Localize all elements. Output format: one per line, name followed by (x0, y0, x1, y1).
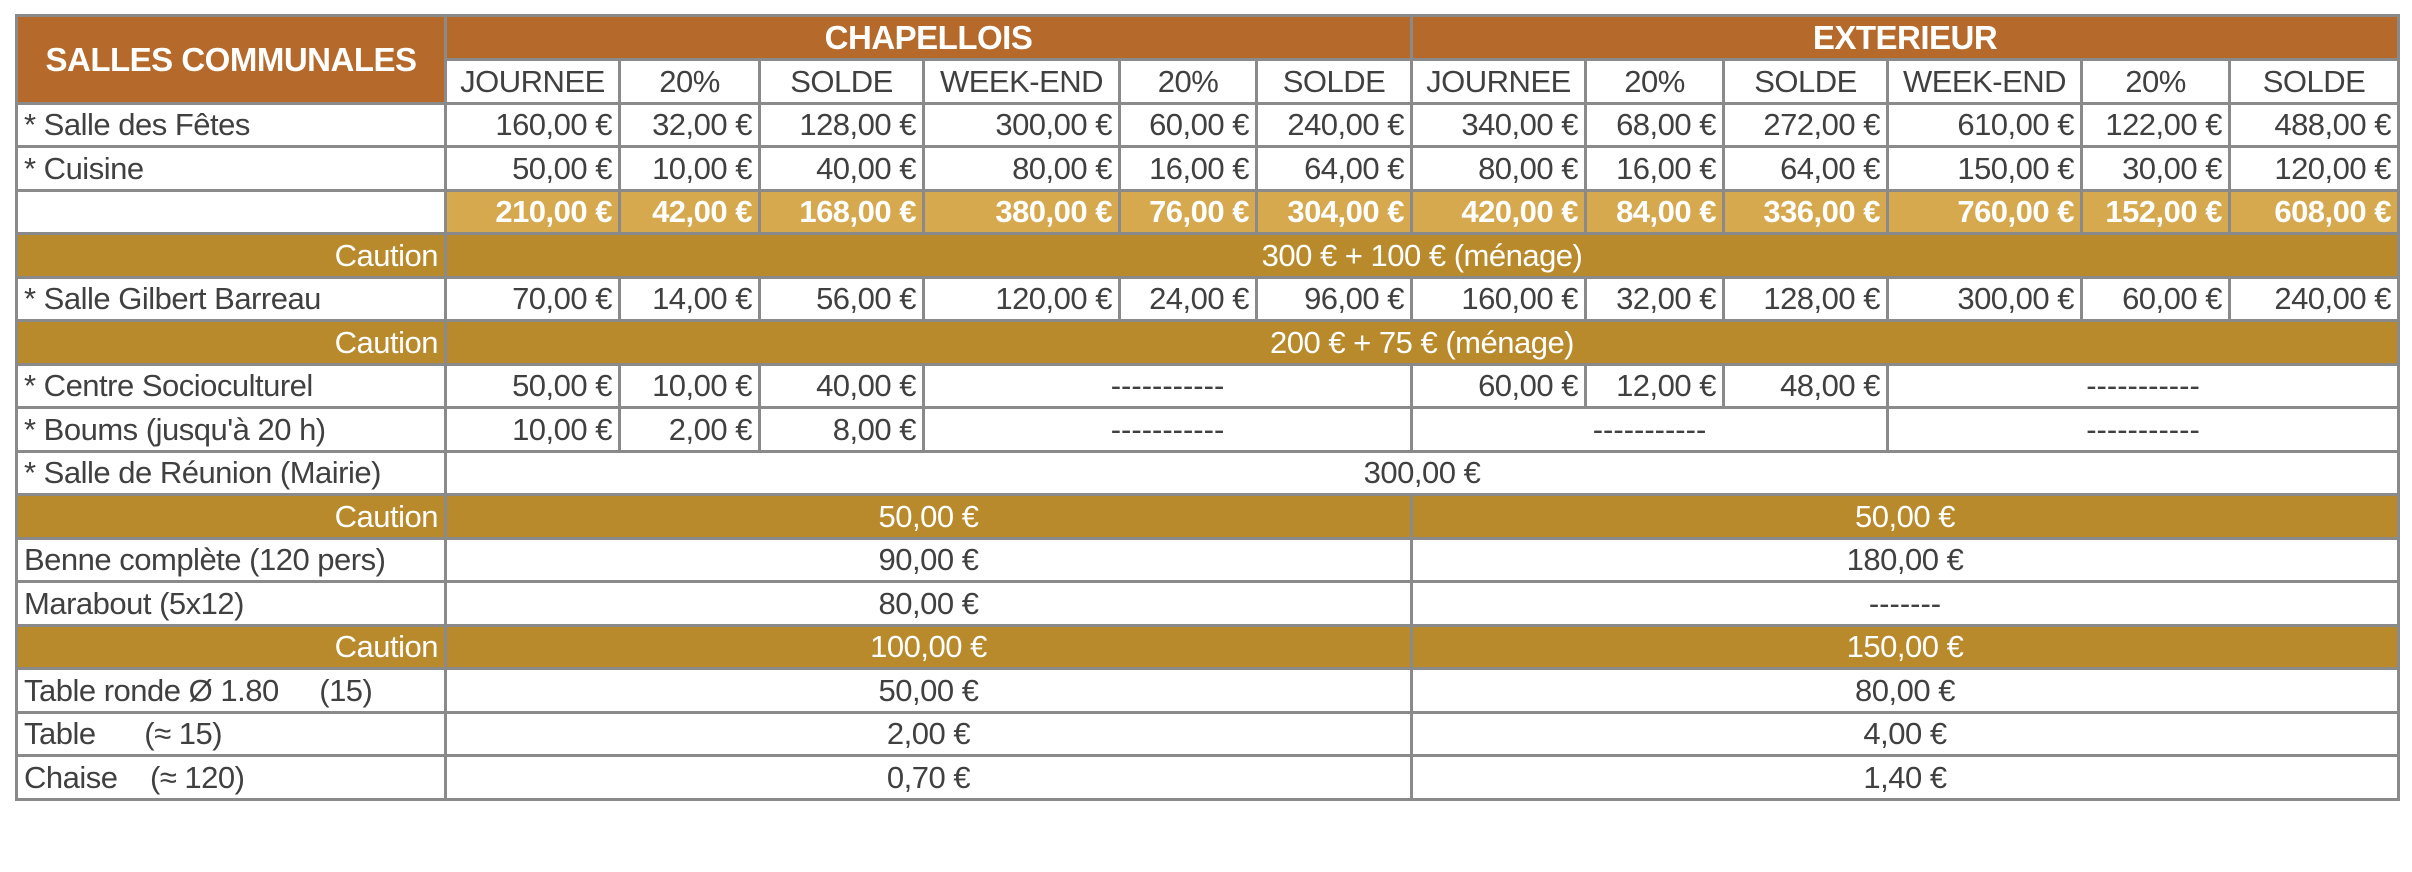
table-row-marabout (17, 582, 2399, 626)
table-row-caution (17, 234, 2399, 278)
table-cell: 16,00 € (1586, 147, 1724, 191)
caution-value: 200 € + 75 € (ménage) (446, 321, 2399, 365)
table-row-table-ronde (17, 669, 2399, 713)
table-cell: 68,00 € (1586, 103, 1724, 147)
table-cell: 10,00 € (620, 364, 760, 408)
row-label: * Salle de Réunion (Mairie) (17, 451, 446, 495)
col-header: WEEK-END (924, 60, 1120, 104)
table-row-chaise (17, 756, 2399, 800)
total-cell: 336,00 € (1724, 190, 1888, 234)
col-header: 20% (620, 60, 760, 104)
caution-label: Caution (17, 625, 446, 669)
col-header: JOURNEE (1412, 60, 1586, 104)
col-header: SOLDE (1724, 60, 1888, 104)
table-cell: 180,00 € (1412, 538, 2399, 582)
total-cell: 152,00 € (2082, 190, 2230, 234)
table-cell: 300,00 € (1888, 277, 2082, 321)
row-label-empty (17, 190, 446, 234)
col-header: SOLDE (1257, 60, 1412, 104)
table-cell: 40,00 € (760, 147, 924, 191)
table-cell: 56,00 € (760, 277, 924, 321)
col-header: 20% (1120, 60, 1257, 104)
table-cell: 14,00 € (620, 277, 760, 321)
caution-value-chapellois: 50,00 € (446, 495, 1412, 539)
table-row-table (17, 712, 2399, 756)
row-label: Table ronde Ø 1.80 (15) (17, 669, 446, 713)
table-cell: 60,00 € (2082, 277, 2230, 321)
table-cell: 120,00 € (2230, 147, 2399, 191)
table-row-benne (17, 538, 2399, 582)
caution-label: Caution (17, 321, 446, 365)
table-cell: 90,00 € (446, 538, 1412, 582)
tariff-table (15, 14, 2400, 801)
table-cell: 60,00 € (1120, 103, 1257, 147)
table-cell: 0,70 € (446, 756, 1412, 800)
total-cell: 42,00 € (620, 190, 760, 234)
col-header: SOLDE (760, 60, 924, 104)
col-header: 20% (2082, 60, 2230, 104)
table-cell: 70,00 € (446, 277, 620, 321)
table-cell: 96,00 € (1257, 277, 1412, 321)
table-cell: 80,00 € (924, 147, 1120, 191)
table-row-boums (17, 408, 2399, 452)
table-cell: 30,00 € (2082, 147, 2230, 191)
group-header-exterieur: EXTERIEUR (1412, 16, 2399, 60)
table-cell: 240,00 € (2230, 277, 2399, 321)
empty-dash: ----------- (1888, 364, 2399, 408)
total-cell: 168,00 € (760, 190, 924, 234)
total-cell: 760,00 € (1888, 190, 2082, 234)
table-row-salle-des-fetes (17, 103, 2399, 147)
table-cell: 48,00 € (1724, 364, 1888, 408)
col-header: JOURNEE (446, 60, 620, 104)
total-cell: 608,00 € (2230, 190, 2399, 234)
caution-value-chapellois: 100,00 € (446, 625, 1412, 669)
total-cell: 76,00 € (1120, 190, 1257, 234)
table-cell: 80,00 € (446, 582, 1412, 626)
table-title: SALLES COMMUNALES (17, 16, 446, 104)
table-cell: 40,00 € (760, 364, 924, 408)
table-cell: 272,00 € (1724, 103, 1888, 147)
caution-value-exterieur: 50,00 € (1412, 495, 2399, 539)
table-cell: 300,00 € (446, 451, 2399, 495)
table-cell: 24,00 € (1120, 277, 1257, 321)
table-cell: 50,00 € (446, 669, 1412, 713)
table-cell: 50,00 € (446, 147, 620, 191)
caution-label: Caution (17, 234, 446, 278)
row-label: * Centre Socioculturel (17, 364, 446, 408)
table-cell: 300,00 € (924, 103, 1120, 147)
table-row-salle-de-reunion (17, 451, 2399, 495)
table-cell: 80,00 € (1412, 147, 1586, 191)
table-row-caution (17, 625, 2399, 669)
table-cell: 240,00 € (1257, 103, 1412, 147)
row-label: * Salle des Fêtes (17, 103, 446, 147)
col-header: WEEK-END (1888, 60, 2082, 104)
table-row-centre-socioculturel (17, 364, 2399, 408)
empty-dash: ----------- (924, 364, 1412, 408)
table-cell: 32,00 € (1586, 277, 1724, 321)
table-cell: 32,00 € (620, 103, 760, 147)
empty-dash: ----------- (924, 408, 1412, 452)
total-cell: 84,00 € (1586, 190, 1724, 234)
table-row-cuisine (17, 147, 2399, 191)
table-row-gilbert-barreau (17, 277, 2399, 321)
table-cell: 10,00 € (446, 408, 620, 452)
table-cell: 610,00 € (1888, 103, 2082, 147)
table-cell: 16,00 € (1120, 147, 1257, 191)
table-row-caution (17, 321, 2399, 365)
table-cell: 2,00 € (446, 712, 1412, 756)
empty-dash: ----------- (1888, 408, 2399, 452)
col-header: SOLDE (2230, 60, 2399, 104)
col-header: 20% (1586, 60, 1724, 104)
total-cell: 380,00 € (924, 190, 1120, 234)
table-cell: 122,00 € (2082, 103, 2230, 147)
row-label: Chaise (≈ 120) (17, 756, 446, 800)
table-row-total (17, 190, 2399, 234)
table-cell: 340,00 € (1412, 103, 1586, 147)
row-label: * Salle Gilbert Barreau (17, 277, 446, 321)
table-cell: 60,00 € (1412, 364, 1586, 408)
caution-value-exterieur: 150,00 € (1412, 625, 2399, 669)
row-label: Table (≈ 15) (17, 712, 446, 756)
table-cell: 80,00 € (1412, 669, 2399, 713)
row-label: * Cuisine (17, 147, 446, 191)
table-cell: 64,00 € (1257, 147, 1412, 191)
row-label: Benne complète (120 pers) (17, 538, 446, 582)
group-header-chapellois: CHAPELLOIS (446, 16, 1412, 60)
table-cell: 12,00 € (1586, 364, 1724, 408)
table-cell: 128,00 € (760, 103, 924, 147)
table-cell: 128,00 € (1724, 277, 1888, 321)
total-cell: 420,00 € (1412, 190, 1586, 234)
table-cell: 160,00 € (1412, 277, 1586, 321)
row-label: Marabout (5x12) (17, 582, 446, 626)
table-cell: 50,00 € (446, 364, 620, 408)
table-cell: 488,00 € (2230, 103, 2399, 147)
empty-dash: ----------- (1412, 408, 1888, 452)
table-cell: 1,40 € (1412, 756, 2399, 800)
table-cell: 120,00 € (924, 277, 1120, 321)
table-cell: 150,00 € (1888, 147, 2082, 191)
table-cell: 64,00 € (1724, 147, 1888, 191)
table-cell: 2,00 € (620, 408, 760, 452)
table-cell: 4,00 € (1412, 712, 2399, 756)
table-cell: 8,00 € (760, 408, 924, 452)
caution-label: Caution (17, 495, 446, 539)
caution-value: 300 € + 100 € (ménage) (446, 234, 2399, 278)
table-row-caution (17, 495, 2399, 539)
row-label: * Boums (jusqu'à 20 h) (17, 408, 446, 452)
total-cell: 304,00 € (1257, 190, 1412, 234)
total-cell: 210,00 € (446, 190, 620, 234)
empty-dash: ------- (1412, 582, 2399, 626)
table-cell: 10,00 € (620, 147, 760, 191)
table-cell: 160,00 € (446, 103, 620, 147)
header-row-groups (17, 16, 2399, 60)
